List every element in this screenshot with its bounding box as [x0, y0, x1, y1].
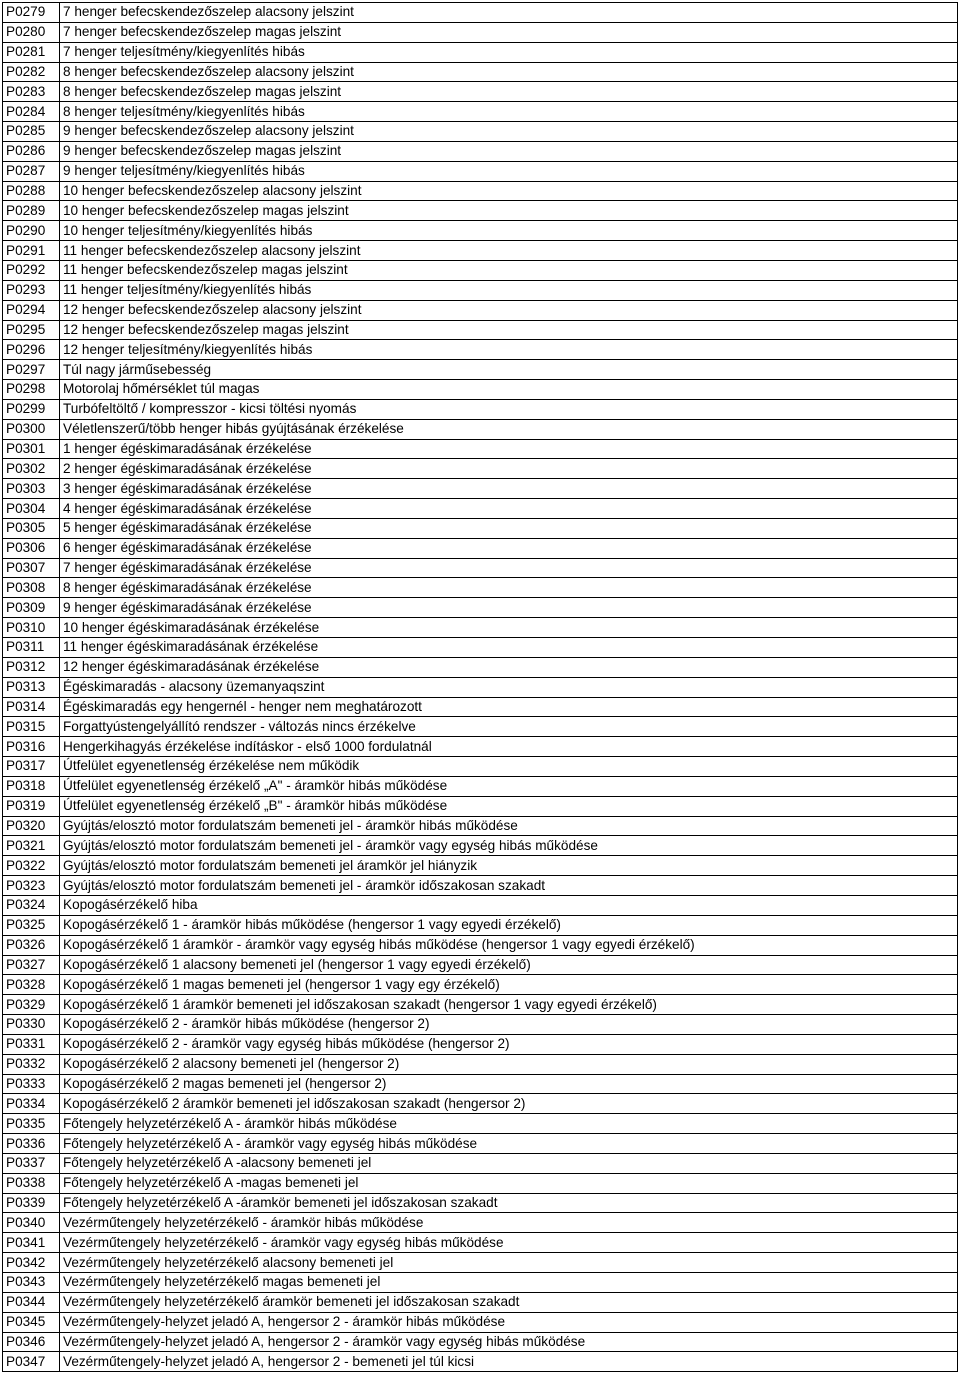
- table-row: [3, 1153, 958, 1173]
- fault-description-cell: Kopogásérzékelő 1 - áramkör hibás működése (hengersor 1 vagy egyedi érzékelő): [60, 915, 958, 935]
- fault-description-cell: 4 henger égéskimaradásának érzékelése: [60, 499, 958, 519]
- fault-code-cell: P0281: [3, 42, 60, 62]
- table-row: [3, 82, 958, 102]
- fault-code-cell: P0333: [3, 1074, 60, 1094]
- table-row: [3, 876, 958, 896]
- fault-code-cell: P0301: [3, 439, 60, 459]
- table-row: [3, 102, 958, 122]
- fault-code-cell: P0343: [3, 1273, 60, 1293]
- fault-description-cell: Főtengely helyzetérzékelő A -magas bemeneti jel: [60, 1173, 958, 1193]
- table-row: [3, 42, 958, 62]
- table-row: [3, 241, 958, 261]
- table-row: [3, 499, 958, 519]
- fault-code-cell: P0328: [3, 975, 60, 995]
- fault-code-cell: P0280: [3, 22, 60, 42]
- fault-code-cell: P0279: [3, 3, 60, 23]
- fault-code-cell: P0326: [3, 935, 60, 955]
- fault-description-cell: Vezérműtengely-helyzet jeladó A, hengersor 2 - bemeneti jel túl kicsi: [60, 1352, 958, 1372]
- fault-description-cell: 5 henger égéskimaradásának érzékelése: [60, 518, 958, 538]
- table-row: [3, 181, 958, 201]
- table-row: [3, 1134, 958, 1154]
- table-row: [3, 558, 958, 578]
- table-row: [3, 459, 958, 479]
- table-row: [3, 1193, 958, 1213]
- fault-description-cell: 9 henger teljesítmény/kiegyenlítés hibás: [60, 161, 958, 181]
- fault-code-cell: P0315: [3, 717, 60, 737]
- table-row: [3, 1034, 958, 1054]
- fault-code-cell: P0299: [3, 399, 60, 419]
- table-row: [3, 1352, 958, 1372]
- fault-code-cell: P0293: [3, 280, 60, 300]
- table-row: [3, 1054, 958, 1074]
- fault-code-cell: P0332: [3, 1054, 60, 1074]
- table-row: [3, 836, 958, 856]
- fault-description-cell: Kopogásérzékelő 2 áramkör bemeneti jel időszakosan szakadt (hengersor 2): [60, 1094, 958, 1114]
- table-row: [3, 1253, 958, 1273]
- fault-code-cell: P0283: [3, 82, 60, 102]
- fault-description-cell: Vezérműtengely helyzetérzékelő alacsony bemeneti jel: [60, 1253, 958, 1273]
- fault-description-cell: Vezérműtengely-helyzet jeladó A, hengersor 2 - áramkör vagy egység hibás működése: [60, 1332, 958, 1352]
- fault-code-cell: P0284: [3, 102, 60, 122]
- fault-code-cell: P0286: [3, 141, 60, 161]
- fault-description-cell: Kopogásérzékelő 1 áramkör - áramkör vagy egység hibás működése (hengersor 1 vagy egyedi érzékelő): [60, 935, 958, 955]
- table-row: [3, 618, 958, 638]
- fault-code-cell: P0341: [3, 1233, 60, 1253]
- table-row: [3, 399, 958, 419]
- table-row: [3, 62, 958, 82]
- fault-code-cell: P0292: [3, 260, 60, 280]
- table-row: [3, 935, 958, 955]
- fault-description-cell: 11 henger befecskendezőszelep magas jelszint: [60, 260, 958, 280]
- table-row: [3, 975, 958, 995]
- table-row: [3, 419, 958, 439]
- fault-description-cell: Kopogásérzékelő 1 áramkör bemeneti jel időszakosan szakadt (hengersor 1 vagy egyedi érzékelő): [60, 995, 958, 1015]
- table-row: [3, 3, 958, 23]
- fault-code-cell: P0308: [3, 578, 60, 598]
- fault-description-cell: Gyújtás/elosztó motor fordulatszám bemeneti jel áramkör jel hiányzik: [60, 856, 958, 876]
- table-row: [3, 796, 958, 816]
- table-row: [3, 1332, 958, 1352]
- fault-description-cell: Főtengely helyzetérzékelő A -alacsony bemeneti jel: [60, 1153, 958, 1173]
- fault-description-cell: 9 henger égéskimaradásának érzékelése: [60, 598, 958, 618]
- table-row: [3, 1312, 958, 1332]
- fault-description-cell: Forgattyústengelyállító rendszer - változás nincs érzékelve: [60, 717, 958, 737]
- fault-description-cell: 10 henger teljesítmény/kiegyenlítés hibás: [60, 221, 958, 241]
- table-row: [3, 638, 958, 658]
- fault-description-cell: 1 henger égéskimaradásának érzékelése: [60, 439, 958, 459]
- table-row: [3, 479, 958, 499]
- fault-description-cell: Kopogásérzékelő 2 alacsony bemeneti jel (hengersor 2): [60, 1054, 958, 1074]
- fault-code-cell: P0297: [3, 360, 60, 380]
- fault-description-cell: 10 henger égéskimaradásának érzékelése: [60, 618, 958, 638]
- fault-code-cell: P0321: [3, 836, 60, 856]
- fault-code-cell: P0296: [3, 340, 60, 360]
- fault-code-cell: P0334: [3, 1094, 60, 1114]
- fault-code-cell: P0303: [3, 479, 60, 499]
- fault-code-cell: P0319: [3, 796, 60, 816]
- fault-code-cell: P0345: [3, 1312, 60, 1332]
- fault-description-cell: Kopogásérzékelő 2 - áramkör hibás működése (hengersor 2): [60, 1015, 958, 1035]
- fault-code-cell: P0318: [3, 776, 60, 796]
- fault-description-cell: 9 henger befecskendezőszelep alacsony jelszint: [60, 122, 958, 142]
- fault-description-cell: 12 henger égéskimaradásának érzékelése: [60, 657, 958, 677]
- fault-description-cell: Gyújtás/elosztó motor fordulatszám bemeneti jel - áramkör hibás működése: [60, 816, 958, 836]
- table-row: [3, 1114, 958, 1134]
- fault-code-cell: P0337: [3, 1153, 60, 1173]
- table-row: [3, 677, 958, 697]
- fault-description-cell: 9 henger befecskendezőszelep magas jelszint: [60, 141, 958, 161]
- fault-description-cell: 8 henger égéskimaradásának érzékelése: [60, 578, 958, 598]
- table-row: [3, 280, 958, 300]
- table-row: [3, 856, 958, 876]
- table-row: [3, 538, 958, 558]
- fault-description-cell: 12 henger teljesítmény/kiegyenlítés hibás: [60, 340, 958, 360]
- table-row: [3, 201, 958, 221]
- fault-code-cell: P0291: [3, 241, 60, 261]
- fault-code-cell: P0338: [3, 1173, 60, 1193]
- fault-description-cell: Útfelület egyenetlenség érzékelése nem működik: [60, 757, 958, 777]
- table-row: [3, 1074, 958, 1094]
- fault-description-cell: 7 henger befecskendezőszelep alacsony jelszint: [60, 3, 958, 23]
- fault-code-cell: P0294: [3, 300, 60, 320]
- table-row: [3, 776, 958, 796]
- table-row: [3, 1273, 958, 1293]
- fault-code-cell: P0320: [3, 816, 60, 836]
- fault-description-cell: 10 henger befecskendezőszelep alacsony jelszint: [60, 181, 958, 201]
- fault-description-cell: Turbófeltöltő / kompresszor - kicsi töltési nyomás: [60, 399, 958, 419]
- fault-code-cell: P0288: [3, 181, 60, 201]
- fault-code-cell: P0316: [3, 737, 60, 757]
- fault-code-cell: P0314: [3, 697, 60, 717]
- dtc-code-document: [2, 2, 958, 1372]
- table-row: [3, 518, 958, 538]
- fault-code-cell: P0306: [3, 538, 60, 558]
- fault-code-cell: P0287: [3, 161, 60, 181]
- fault-code-cell: P0336: [3, 1134, 60, 1154]
- table-row: [3, 380, 958, 400]
- table-row: [3, 22, 958, 42]
- table-row: [3, 1173, 958, 1193]
- table-row: [3, 340, 958, 360]
- fault-description-cell: Kopogásérzékelő 1 magas bemeneti jel (hengersor 1 vagy egy érzékelő): [60, 975, 958, 995]
- table-row: [3, 995, 958, 1015]
- fault-description-cell: 10 henger befecskendezőszelep magas jelszint: [60, 201, 958, 221]
- fault-description-cell: Főtengely helyzetérzékelő A -áramkör bemeneti jel időszakosan szakadt: [60, 1193, 958, 1213]
- fault-code-cell: P0323: [3, 876, 60, 896]
- fault-code-cell: P0322: [3, 856, 60, 876]
- fault-description-cell: 7 henger teljesítmény/kiegyenlítés hibás: [60, 42, 958, 62]
- table-row: [3, 439, 958, 459]
- table-row: [3, 221, 958, 241]
- table-row: [3, 1094, 958, 1114]
- fault-description-cell: 12 henger befecskendezőszelep magas jelszint: [60, 320, 958, 340]
- fault-code-cell: P0324: [3, 895, 60, 915]
- fault-code-cell: P0304: [3, 499, 60, 519]
- fault-code-cell: P0305: [3, 518, 60, 538]
- fault-description-cell: 2 henger égéskimaradásának érzékelése: [60, 459, 958, 479]
- fault-code-cell: P0300: [3, 419, 60, 439]
- fault-code-cell: P0302: [3, 459, 60, 479]
- fault-code-cell: P0289: [3, 201, 60, 221]
- fault-description-cell: Útfelület egyenetlenség érzékelő „A" - áramkör hibás működése: [60, 776, 958, 796]
- fault-description-cell: Motorolaj hőmérséklet túl magas: [60, 380, 958, 400]
- table-row: [3, 697, 958, 717]
- fault-code-cell: P0312: [3, 657, 60, 677]
- fault-description-cell: 12 henger befecskendezőszelep alacsony jelszint: [60, 300, 958, 320]
- fault-code-cell: P0329: [3, 995, 60, 1015]
- table-row: [3, 955, 958, 975]
- fault-description-cell: Vezérműtengely helyzetérzékelő - áramkör hibás működése: [60, 1213, 958, 1233]
- table-row: [3, 1213, 958, 1233]
- table-row: [3, 141, 958, 161]
- table-row: [3, 1015, 958, 1035]
- fault-code-cell: P0310: [3, 618, 60, 638]
- table-row: [3, 915, 958, 935]
- fault-code-cell: P0340: [3, 1213, 60, 1233]
- fault-code-cell: P0330: [3, 1015, 60, 1035]
- fault-description-cell: 7 henger égéskimaradásának érzékelése: [60, 558, 958, 578]
- fault-code-cell: P0331: [3, 1034, 60, 1054]
- table-row: [3, 717, 958, 737]
- fault-description-cell: 11 henger égéskimaradásának érzékelése: [60, 638, 958, 658]
- fault-description-cell: Főtengely helyzetérzékelő A - áramkör vagy egység hibás működése: [60, 1134, 958, 1154]
- table-row: [3, 360, 958, 380]
- fault-description-cell: 3 henger égéskimaradásának érzékelése: [60, 479, 958, 499]
- fault-description-cell: Kopogásérzékelő 2 magas bemeneti jel (hengersor 2): [60, 1074, 958, 1094]
- fault-code-cell: P0339: [3, 1193, 60, 1213]
- fault-code-cell: P0327: [3, 955, 60, 975]
- fault-description-cell: 8 henger befecskendezőszelep alacsony jelszint: [60, 62, 958, 82]
- fault-code-cell: P0282: [3, 62, 60, 82]
- table-row: [3, 757, 958, 777]
- fault-code-cell: P0309: [3, 598, 60, 618]
- fault-code-cell: P0325: [3, 915, 60, 935]
- fault-code-cell: P0346: [3, 1332, 60, 1352]
- dtc-code-table: [2, 2, 958, 1372]
- fault-code-cell: P0311: [3, 638, 60, 658]
- fault-code-cell: P0344: [3, 1292, 60, 1312]
- fault-description-cell: Kopogásérzékelő 2 - áramkör vagy egység hibás működése (hengersor 2): [60, 1034, 958, 1054]
- fault-description-cell: Túl nagy járműsebesség: [60, 360, 958, 380]
- fault-description-cell: 11 henger befecskendezőszelep alacsony jelszint: [60, 241, 958, 261]
- table-row: [3, 578, 958, 598]
- fault-code-cell: P0285: [3, 122, 60, 142]
- fault-code-cell: P0335: [3, 1114, 60, 1134]
- dtc-code-table-body: [3, 3, 958, 1372]
- fault-description-cell: 8 henger befecskendezőszelep magas jelszint: [60, 82, 958, 102]
- fault-description-cell: 8 henger teljesítmény/kiegyenlítés hibás: [60, 102, 958, 122]
- table-row: [3, 1233, 958, 1253]
- fault-code-cell: P0317: [3, 757, 60, 777]
- fault-description-cell: Gyújtás/elosztó motor fordulatszám bemeneti jel - áramkör vagy egység hibás működése: [60, 836, 958, 856]
- table-row: [3, 598, 958, 618]
- fault-description-cell: 6 henger égéskimaradásának érzékelése: [60, 538, 958, 558]
- fault-description-cell: Égéskimaradás egy hengernél - henger nem meghatározott: [60, 697, 958, 717]
- table-row: [3, 895, 958, 915]
- fault-code-cell: P0313: [3, 677, 60, 697]
- fault-code-cell: P0298: [3, 380, 60, 400]
- table-row: [3, 122, 958, 142]
- fault-code-cell: P0295: [3, 320, 60, 340]
- fault-code-cell: P0307: [3, 558, 60, 578]
- fault-description-cell: Véletlenszerű/több henger hibás gyújtásának érzékelése: [60, 419, 958, 439]
- fault-description-cell: Gyújtás/elosztó motor fordulatszám bemeneti jel - áramkör időszakosan szakadt: [60, 876, 958, 896]
- fault-code-cell: P0290: [3, 221, 60, 241]
- fault-description-cell: Égéskimaradás - alacsony üzemanyaqszint: [60, 677, 958, 697]
- table-row: [3, 300, 958, 320]
- table-row: [3, 320, 958, 340]
- fault-description-cell: Hengerkihagyás érzékelése indításkor - első 1000 fordulatnál: [60, 737, 958, 757]
- table-row: [3, 816, 958, 836]
- table-row: [3, 737, 958, 757]
- table-row: [3, 657, 958, 677]
- fault-code-cell: P0342: [3, 1253, 60, 1273]
- fault-description-cell: Vezérműtengely helyzetérzékelő áramkör bemeneti jel időszakosan szakadt: [60, 1292, 958, 1312]
- fault-description-cell: Kopogásérzékelő hiba: [60, 895, 958, 915]
- fault-description-cell: Kopogásérzékelő 1 alacsony bemeneti jel (hengersor 1 vagy egyedi érzékelő): [60, 955, 958, 975]
- fault-description-cell: Útfelület egyenetlenség érzékelő „B" - áramkör hibás működése: [60, 796, 958, 816]
- fault-description-cell: Vezérműtengely helyzetérzékelő - áramkör vagy egység hibás működése: [60, 1233, 958, 1253]
- table-row: [3, 161, 958, 181]
- fault-code-cell: P0347: [3, 1352, 60, 1372]
- table-row: [3, 260, 958, 280]
- fault-description-cell: Vezérműtengely helyzetérzékelő magas bemeneti jel: [60, 1273, 958, 1293]
- fault-description-cell: 7 henger befecskendezőszelep magas jelszint: [60, 22, 958, 42]
- fault-description-cell: 11 henger teljesítmény/kiegyenlítés hibás: [60, 280, 958, 300]
- fault-description-cell: Főtengely helyzetérzékelő A - áramkör hibás működése: [60, 1114, 958, 1134]
- table-row: [3, 1292, 958, 1312]
- fault-description-cell: Vezérműtengely-helyzet jeladó A, hengersor 2 - áramkör hibás működése: [60, 1312, 958, 1332]
